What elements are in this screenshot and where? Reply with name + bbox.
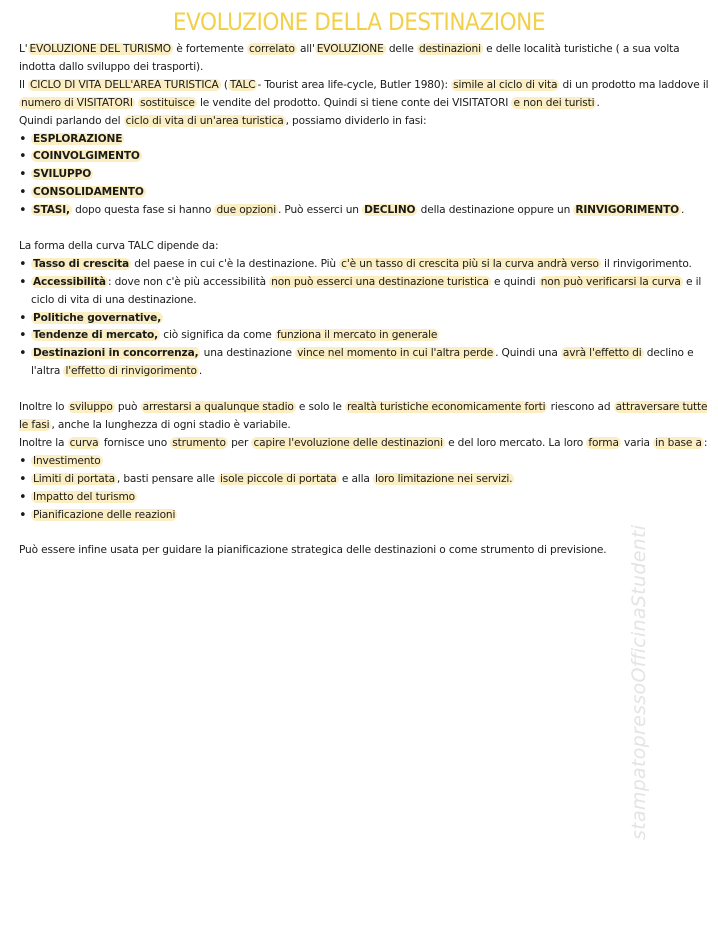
intro-paragraph-3: [19, 113, 709, 131]
text-run: .: [198, 365, 203, 378]
list-item: [19, 453, 709, 471]
highlight: isole piccole di portata: [219, 472, 337, 485]
development-paragraph: [19, 399, 709, 435]
highlight: realtà turistiche economicamente forti: [346, 401, 546, 414]
phase-label: SVILUPPO: [33, 168, 92, 181]
highlight: DECLINO: [364, 204, 416, 217]
highlight: loro limitazione nei servizi.: [374, 472, 513, 485]
text-run: può: [114, 401, 141, 414]
highlight: strumento: [172, 436, 226, 449]
highlight: TALC: [229, 78, 256, 91]
highlight: avrà l'effetto di: [562, 347, 642, 360]
factors-list: [19, 256, 709, 381]
text-run: varia: [620, 436, 654, 449]
text-run: (: [220, 78, 228, 91]
highlight: Limiti di portata: [33, 472, 115, 485]
phase-label: STASI,: [33, 204, 70, 217]
highlight: vince nel momento in cui l'altra perde: [297, 347, 494, 360]
highlight: e non dei turisti: [513, 96, 595, 109]
highlight: sviluppo: [69, 401, 113, 414]
page-title: EVOLUZIONE DELLA DESTINAZIONE: [172, 8, 546, 36]
closing-paragraph: Può essere infine usata per guidare la pianificazione strategica delle destinazioni o come strumento di previsione.: [19, 544, 607, 557]
highlight: sostituisce: [140, 96, 195, 109]
highlight: CICLO DI VITA DELL'AREA TURISTICA: [30, 78, 219, 91]
highlight: destinazioni: [418, 43, 481, 55]
text-run: è fortemente: [173, 43, 247, 55]
text-run: , basti pensare alle: [116, 472, 218, 485]
highlight: Politiche governative,: [33, 311, 162, 324]
highlight: Investimento: [33, 454, 101, 467]
highlight: non può verificarsi la curva: [540, 275, 681, 288]
list-item: [19, 274, 709, 310]
highlight: forma: [588, 436, 619, 449]
text-run: - Tourist area life-cycle, Butler 1980):: [257, 78, 452, 91]
text-run: .: [681, 204, 685, 217]
list-item: [19, 471, 709, 489]
highlight: Destinazioni in concorrenza,: [33, 347, 199, 360]
text-run: Il: [19, 78, 28, 91]
highlight: funziona il mercato in generale: [276, 329, 438, 342]
highlight: EVOLUZIONE DEL TURISMO: [29, 43, 171, 55]
list-item: [19, 507, 709, 525]
text-run: e alla: [338, 472, 373, 485]
intro-paragraph-2: [19, 77, 709, 113]
spacer: [19, 381, 709, 399]
intro-paragraph-1: [19, 41, 709, 77]
text-run: Inoltre lo: [19, 401, 68, 414]
highlight: curva: [69, 436, 99, 449]
highlight: RINVIGORIMENTO: [575, 204, 680, 217]
list-item: [19, 184, 709, 202]
text-run: della destinazione oppure un: [417, 204, 574, 217]
highlight: capire l'evoluzione delle destinazioni: [253, 436, 443, 449]
highlight: numero di VISITATORI: [21, 96, 133, 109]
list-item: [19, 131, 709, 149]
highlight: simile al ciclo di vita: [453, 78, 558, 91]
text-run: e del loro mercato. La loro: [444, 436, 587, 449]
text-run: di un prodotto ma laddove il: [559, 78, 709, 91]
text-run: L': [19, 43, 28, 55]
highlight: correlato: [248, 43, 295, 55]
talc-intro: La forma della curva TALC dipende da:: [19, 239, 219, 252]
text-run: il rinvigorimento.: [600, 257, 692, 270]
text-run: una destinazione: [200, 347, 296, 360]
text-run: .: [596, 96, 600, 109]
phase-label: ESPLORAZIONE: [33, 132, 123, 145]
document-body: [19, 41, 709, 560]
curve-paragraph: [19, 435, 709, 453]
list-item: [19, 256, 709, 274]
text-run: , possiamo dividerlo in fasi:: [285, 114, 427, 127]
text-run: . Può esserci un: [278, 204, 363, 217]
text-run: e il ciclo di vita di una destinazione.: [31, 275, 702, 306]
highlight: Pianificazione delle reazioni: [33, 508, 176, 521]
text-run: del paese in cui c'è la destinazione. Più: [131, 257, 340, 270]
watermark-text: stampatopressoOfficinaStudenti: [628, 524, 650, 840]
text-run: Inoltre la: [19, 436, 68, 449]
highlight: Tendenze di mercato,: [33, 329, 159, 342]
text-run: Quindi parlando del: [19, 114, 124, 127]
text-run: e delle località turistiche ( a sua volta indotta dallo sviluppo dei trasporti).: [19, 43, 680, 73]
list-item: [19, 489, 709, 507]
highlight: Tasso di crescita: [33, 257, 130, 270]
highlight: arrestarsi a qualunque stadio: [142, 401, 294, 414]
highlight: l'effetto di rinvigorimento: [65, 365, 197, 378]
text-run: , anche la lunghezza di ogni stadio è variabile.: [51, 419, 291, 431]
text-run: fornisce uno: [100, 436, 171, 449]
text-run: :: [703, 436, 708, 449]
text-run: per: [227, 436, 252, 449]
text-run: declino e l'altra: [31, 347, 694, 378]
phases-list: [19, 131, 709, 221]
list-item: [19, 345, 709, 381]
highlight: attraversare tutte le fasi: [19, 401, 708, 431]
text-run: le vendite del prodotto. Quindi si tiene conte dei VISITATORI: [196, 96, 512, 109]
list-item: [19, 202, 709, 220]
highlight: non può esserci una destinazione turistica: [271, 275, 489, 288]
phase-label: CONSOLIDAMENTO: [33, 186, 144, 199]
text-run: ciò significa da come: [160, 329, 275, 342]
list-item: [19, 148, 709, 166]
highlight: ciclo di vita di un'area turistica: [125, 114, 284, 127]
list-item: [19, 166, 709, 184]
text-run: dopo questa fase si hanno: [71, 204, 215, 217]
text-run: all': [296, 43, 315, 55]
text-run: : dove non c'è più accessibilità: [107, 275, 270, 288]
list-item: [19, 327, 709, 345]
bases-list: [19, 453, 709, 525]
text-run: delle: [385, 43, 417, 55]
highlight: in base a: [655, 436, 702, 449]
highlight: Accessibilità: [33, 275, 106, 288]
highlight: due opzioni: [216, 204, 276, 217]
text-run: riescono ad: [547, 401, 614, 414]
list-item: [19, 310, 709, 328]
spacer: [19, 524, 709, 542]
text-run: e solo le: [295, 401, 345, 414]
highlight: EVOLUZIONE: [316, 43, 384, 55]
spacer: [19, 220, 709, 238]
phase-label: COINVOLGIMENTO: [33, 150, 140, 163]
text-run: . Quindi una: [495, 347, 561, 360]
highlight: Impatto del turismo: [33, 490, 136, 503]
highlight: c'è un tasso di crescita più si la curva andrà verso: [341, 257, 599, 270]
text-run: e quindi: [490, 275, 539, 288]
